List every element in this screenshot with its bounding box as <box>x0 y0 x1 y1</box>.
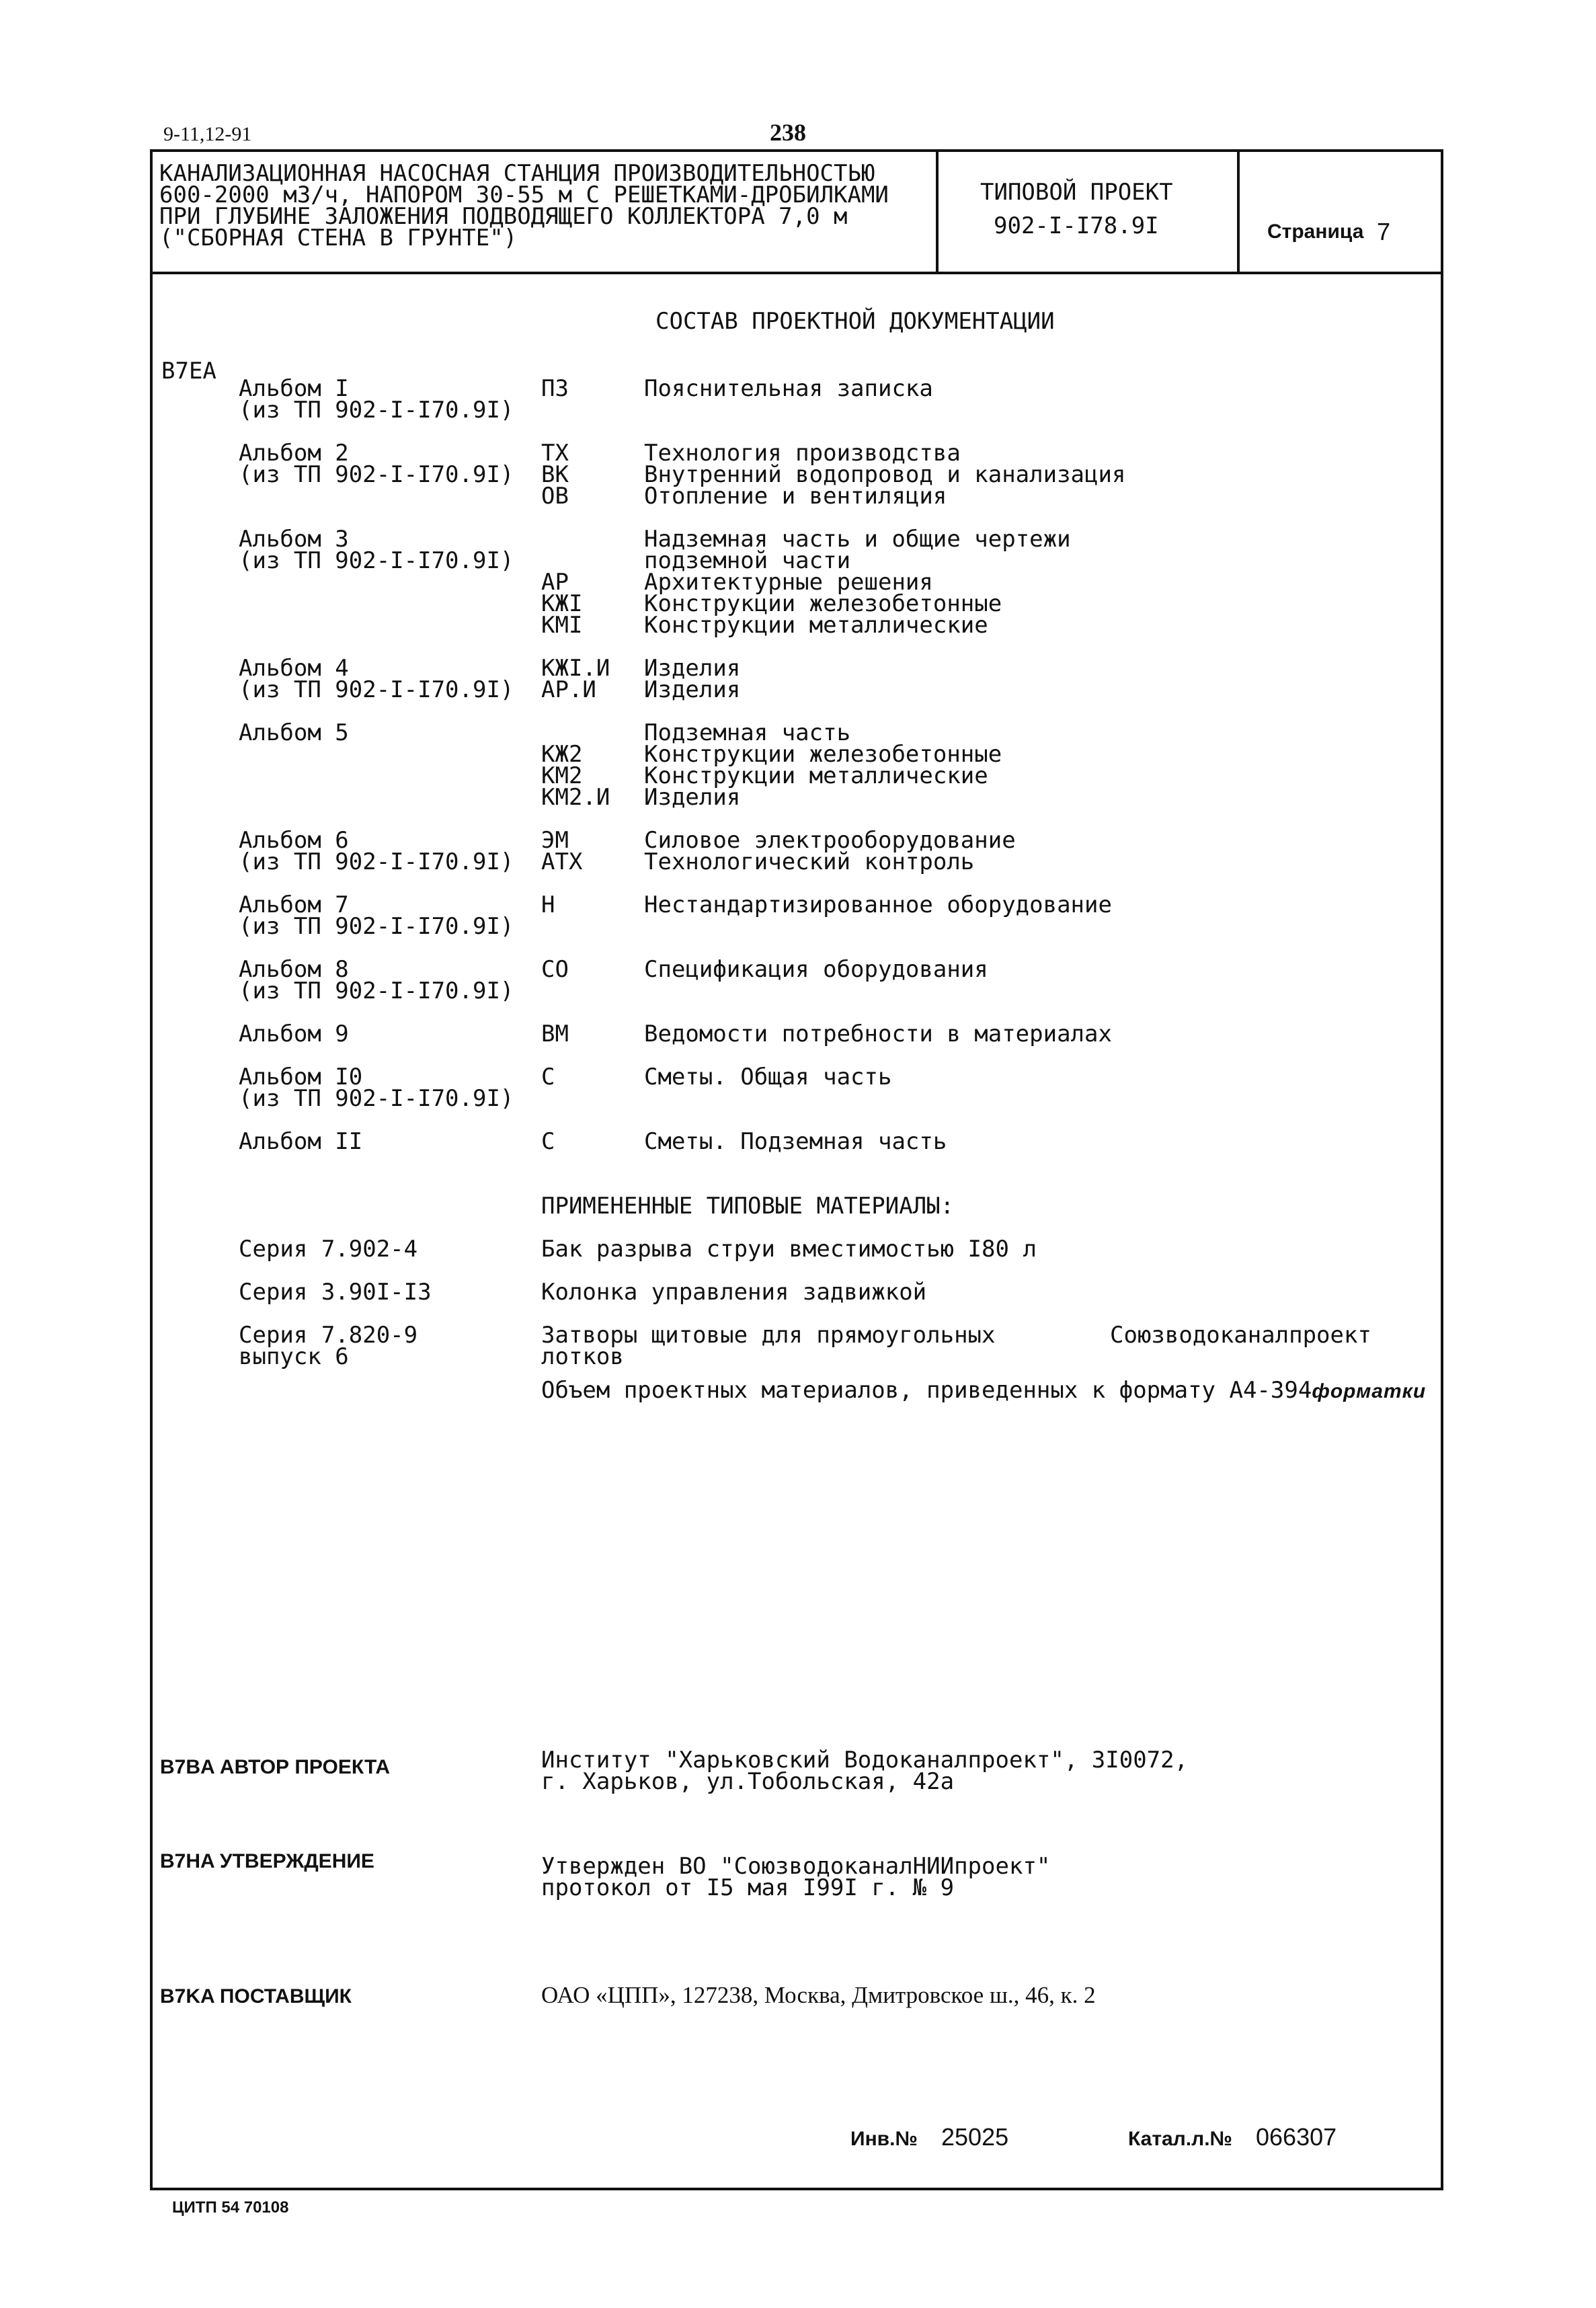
approval-label: УТВЕРЖДЕНИЕ <box>219 1850 374 1872</box>
doc-title: Конструкции металлические <box>644 612 988 639</box>
album-name: Альбом I0 <box>239 1064 363 1090</box>
album-name: Альбом 6 <box>239 827 349 854</box>
approval-line: Утвержден ВО "СоюзводоканалНИИпроект" <box>541 1853 1051 1880</box>
series-organization: Союзводоканалпроект <box>1110 1322 1371 1349</box>
doc-title: Пояснительная записка <box>644 375 933 402</box>
approval-code: B7HA <box>160 1850 214 1872</box>
author-line: г. Харьков, ул.Тобольская, 42а <box>541 1768 955 1795</box>
album-name: Альбом 9 <box>239 1021 349 1047</box>
page-label: Страница <box>1267 221 1364 243</box>
doc-title: Нестандартизированное оборудование <box>644 891 1112 918</box>
album-name: Альбом I <box>239 375 349 402</box>
supplier-label: ПОСТАВЩИК <box>219 1985 352 2007</box>
doc-title: Изделия <box>644 676 741 703</box>
doc-title: Изделия <box>644 784 741 811</box>
album-name: Альбом 5 <box>239 719 349 746</box>
doc-title: Изделия <box>644 655 741 682</box>
volume-note <box>541 1377 1427 1404</box>
doc-code: АР.И <box>541 676 596 703</box>
doc-code: ВК <box>541 461 569 488</box>
series-name: Серия 7.902-4 <box>239 1236 418 1263</box>
doc-title: Подземная часть <box>644 719 851 746</box>
doc-title: Внутренний водопровод и канализация <box>644 461 1126 488</box>
approval-section-label <box>160 1850 374 1873</box>
doc-code: АТХ <box>541 848 583 875</box>
project-label: ТИПОВОЙ ПРОЕКТ <box>980 179 1173 206</box>
series-desc: Бак разрыва струи вместимостью I80 л <box>541 1236 1037 1263</box>
doc-title: Сметы. Подземная часть <box>644 1128 947 1155</box>
doc-code: ОВ <box>541 483 569 510</box>
series-name: Серия 7.820-9 <box>239 1322 418 1349</box>
header-title-line: КАНАЛИЗАЦИОННАЯ НАСОСНАЯ СТАНЦИЯ ПРОИЗВОДИТЕЛЬНОСТЬЮ <box>159 160 875 187</box>
author-label: АВТОР ПРОЕКТА <box>219 1756 391 1778</box>
supplier-code: B7KA <box>160 1985 214 2007</box>
album-source: (из ТП 902-I-I70.9I) <box>239 1085 514 1112</box>
printer-stamp: ЦИТП 54 70108 <box>172 2198 289 2217</box>
doc-code: КМ2.И <box>541 784 610 811</box>
doc-title: Спецификация оборудования <box>644 956 988 983</box>
doc-code: ТХ <box>541 440 569 467</box>
doc-title: Конструкции железобетонные <box>644 590 1002 617</box>
approval-line: протокол от I5 мая I99I г. № 9 <box>541 1874 955 1901</box>
section-heading: СОСТАВ ПРОЕКТНОЙ ДОКУМЕНТАЦИИ <box>655 308 1055 335</box>
album-name: Альбом 4 <box>239 655 349 682</box>
doc-title: подземной части <box>644 547 851 574</box>
doc-title: Архитектурные решения <box>644 569 933 596</box>
series-desc: Затворы щитовые для прямоугольных <box>541 1322 996 1349</box>
doc-title: Технология производства <box>644 440 961 467</box>
doc-code: ПЗ <box>541 375 569 402</box>
album-name: Альбом 3 <box>239 526 349 553</box>
series-desc: лотков <box>541 1343 624 1370</box>
doc-code: С <box>541 1064 555 1090</box>
doc-code: ВМ <box>541 1021 569 1047</box>
doc-code: КМ2 <box>541 762 583 789</box>
document-code: 9-11,12-91 <box>163 123 252 145</box>
doc-code: КЖ2 <box>541 741 583 768</box>
series-issue: выпуск 6 <box>239 1343 349 1370</box>
supplier-section-label <box>160 1985 352 2008</box>
doc-code: С <box>541 1128 555 1155</box>
doc-title: Ведомости потребности в материалах <box>644 1021 1112 1047</box>
doc-title: Конструкции железобетонные <box>644 741 1002 768</box>
album-source: (из ТП 902-I-I70.9I) <box>239 461 514 488</box>
album-source: (из ТП 902-I-I70.9I) <box>239 397 514 424</box>
doc-code: АР <box>541 569 569 596</box>
author-code: B7BA <box>160 1756 214 1778</box>
doc-title: Конструкции металлические <box>644 762 988 789</box>
header-title-line: 600-2000 м3/ч, НАПОРОМ 30-55 м С РЕШЕТКАМИ-ДРОБИЛКАМИ <box>159 182 889 208</box>
doc-code: Н <box>541 891 555 918</box>
supplier-text: ОАО «ЦПП», 127238, Москва, Дмитровское ш., 46, к. 2 <box>541 1982 1096 2008</box>
author-line: Институт "Харьковский Водоканалпроект", 3I0072, <box>541 1747 1189 1774</box>
album-source: (из ТП 902-I-I70.9I) <box>239 913 514 940</box>
section-code: B7EA <box>161 358 216 385</box>
volume-handwritten: форматки <box>1312 1380 1427 1402</box>
doc-title: Технологический контроль <box>644 848 975 875</box>
header-title-line: ПРИ ГЛУБИНЕ ЗАЛОЖЕНИЯ ПОДВОДЯЩЕГО КОЛЛЕКТОРА 7,0 м <box>159 203 848 230</box>
catalog-number: 066307 <box>1256 2123 1337 2151</box>
catalog-label: Катал.л.№ <box>1128 2128 1232 2150</box>
album-name: Альбом 8 <box>239 956 349 983</box>
applied-materials-heading: ПРИМЕНЕННЫЕ ТИПОВЫЕ МАТЕРИАЛЫ: <box>541 1193 955 1220</box>
project-code: 902-I-I78.9I <box>994 212 1159 239</box>
doc-title: Надземная часть и общие чертежи <box>644 526 1071 553</box>
album-source: (из ТП 902-I-I70.9I) <box>239 676 514 703</box>
page-value: 7 <box>1377 218 1391 245</box>
doc-code: СО <box>541 956 569 983</box>
album-source: (из ТП 902-I-I70.9I) <box>239 848 514 875</box>
author-section-label <box>160 1756 390 1779</box>
album-name: Альбом 2 <box>239 440 349 467</box>
doc-code: ЭМ <box>541 827 569 854</box>
doc-code: КМI <box>541 612 583 639</box>
header-column-divider <box>1237 149 1240 273</box>
album-source: (из ТП 902-I-I70.9I) <box>239 547 514 574</box>
doc-title: Силовое электрооборудование <box>644 827 1016 854</box>
doc-title: Сметы. Общая часть <box>644 1064 892 1090</box>
doc-title: Отопление и вентиляция <box>644 483 947 510</box>
series-name: Серия 3.90I-I3 <box>239 1279 432 1306</box>
inventory-number: 25025 <box>941 2123 1009 2151</box>
album-name: Альбом 7 <box>239 891 349 918</box>
header-title-line: ("СБОРНАЯ СТЕНА В ГРУНТЕ") <box>159 225 518 251</box>
album-name: Альбом II <box>239 1128 363 1155</box>
page-number: 238 <box>770 119 806 146</box>
doc-code: КЖI <box>541 590 583 617</box>
series-desc: Колонка управления задвижкой <box>541 1279 927 1306</box>
header-divider <box>150 272 1443 274</box>
header-column-divider <box>936 149 939 273</box>
album-source: (из ТП 902-I-I70.9I) <box>239 978 514 1004</box>
volume-text: Объем проектных материалов, приведенных к формату А4-394 <box>541 1377 1312 1404</box>
doc-code: КЖI.И <box>541 655 610 682</box>
inventory-label: Инв.№ <box>850 2128 918 2150</box>
